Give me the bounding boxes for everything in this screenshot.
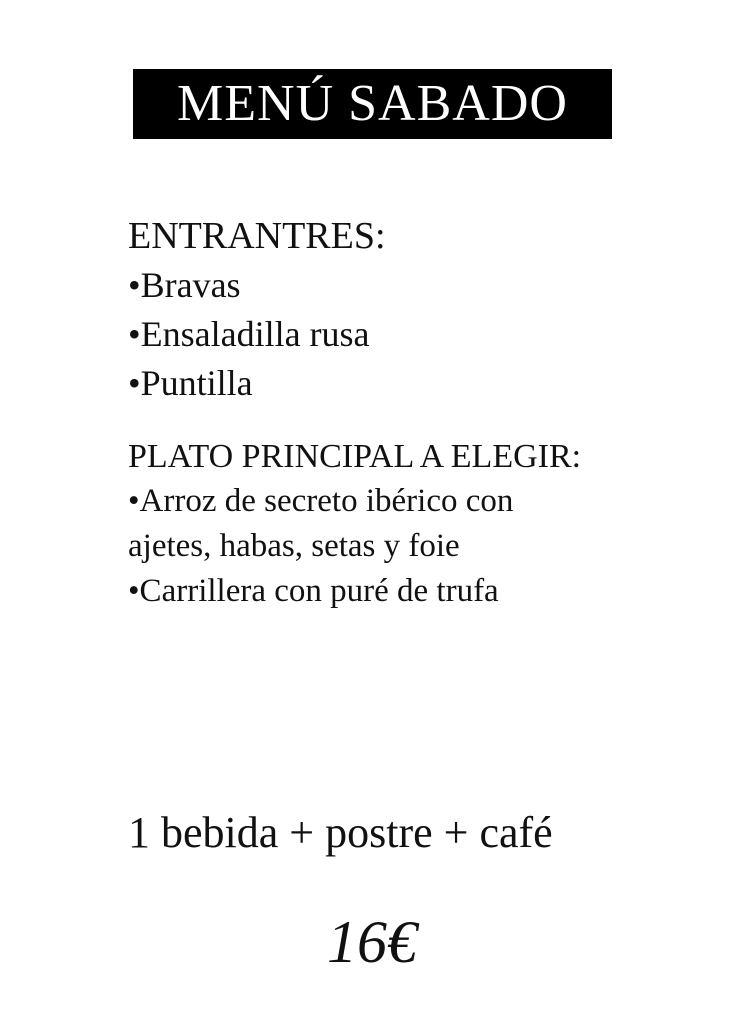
plato-principal-heading: PLATO PRINCIPAL A ELEGIR:	[128, 438, 582, 475]
plato-principal-item: •Arroz de secreto ibérico con ajetes, habas, setas y foie	[128, 483, 514, 564]
plato-principal-item: •Carrillera con puré de trufa	[128, 573, 499, 609]
entrantes-item: •Bravas	[128, 265, 241, 305]
menu-title-banner	[133, 69, 612, 139]
menu-title: MENÚ SABADO	[177, 75, 568, 132]
menu-extras: 1 bebida + postre + café	[128, 808, 553, 857]
entrantes-section	[128, 211, 598, 408]
menu-price: 16€	[327, 909, 417, 975]
entrantes-item: •Puntilla	[128, 363, 253, 403]
plato-principal-section	[128, 434, 598, 614]
entrantes-item: •Ensaladilla rusa	[128, 314, 370, 354]
entrantes-heading: ENTRANTRES:	[128, 215, 386, 257]
